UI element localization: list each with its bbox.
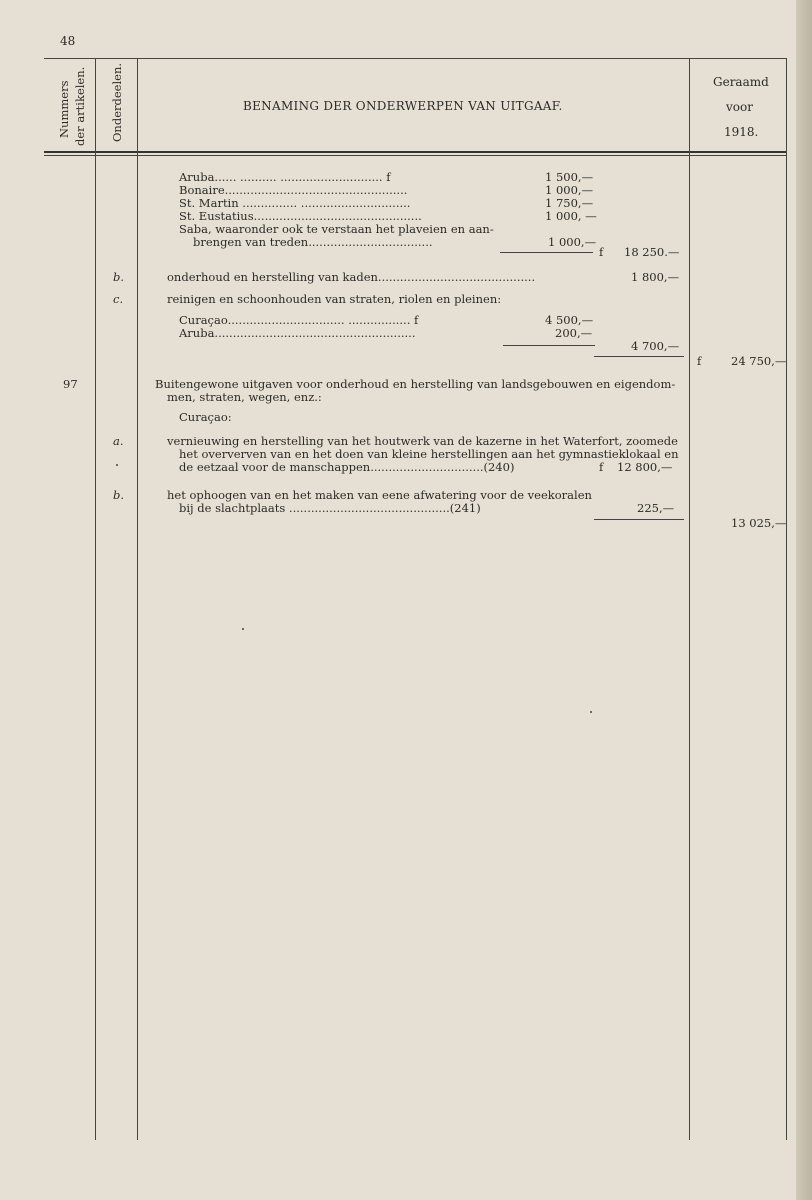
col-divider-1 [95,58,96,1140]
article-97-text-2: men, straten, wegen, enz.: [167,390,322,404]
total-2: 13 025,— [731,516,787,530]
page-number: 48 [60,34,76,48]
amount-st-eustatius: 1 000, — [545,209,597,223]
subtotal-1-currency: f [599,245,604,259]
amount-aruba: 1 500,— [545,170,594,184]
line-aruba-2: Aruba....................................................... [179,326,416,340]
line-st-martin: St. Martin ............... .............................. [179,196,411,210]
col-divider-4 [786,58,787,1140]
total-rule-1 [594,356,684,357]
line-kaden: onderhoud en herstelling van kaden........................................... [167,270,536,284]
header-onderdeelen: Onderdeelen. [110,62,124,142]
line-b2-1: het ophoogen van en het maken van eene afwatering voor de veekoralen [167,488,592,502]
line-aruba: Aruba...... .......... ............................ f [179,170,391,184]
amount-curacao: 4 500,— [545,313,594,327]
col-divider-2 [137,58,138,1140]
header-artikelen: der artikelen. [73,66,87,146]
amount-bonaire: 1 000,— [545,183,594,197]
article-97-text-1: Buitengewone uitgaven voor onderhoud en herstelling van landsgebouwen en eigendom- [155,377,676,391]
line-saba-2: brengen van treden.................................. [193,235,433,249]
heading-curacao: Curaçao: [179,410,232,424]
total-1: 24 750,— [731,354,787,368]
amount-b2: 225,— [637,501,675,515]
line-straten: reinigen en schoonhouden van straten, riolen en pleinen: [167,292,502,306]
total-1-currency: f [697,354,702,368]
header-geraamd: Geraamd [713,75,769,89]
header-nummers: Nummers [57,80,71,138]
amount-st-martin: 1 750,— [545,196,594,210]
line-b2-2: bij de slachtplaats ............................................(241) [179,501,481,515]
line-a-1: vernieuwing en herstelling van het houtwerk van de kazerne in het Waterfort, zoomede [167,434,678,448]
subtotal-rule-2 [503,345,595,346]
amount-a: 12 800,— [617,460,673,474]
total-rule-2 [594,519,684,520]
subtotal-1: 18 250.— [624,245,680,259]
line-st-eustatius: St. Eustatius.............................................. [179,209,422,223]
header-bottom-rule-thin [44,155,786,156]
label-b-2: b. [113,488,125,502]
subtotal-rule-1 [500,252,593,253]
label-a: a. [113,434,124,448]
article-number-97: 97 [63,377,78,391]
print-speck [590,711,592,713]
line-saba-1: Saba, waaronder ook te verstaan het plaveien en aan- [179,222,494,236]
header-voor: voor [726,100,753,114]
header-benaming: BENAMING DER ONDERWERPEN VAN UITGAAF. [243,99,563,113]
header-year: 1918. [724,125,759,139]
print-speck [116,464,118,466]
line-a-2: het oververven van en het doen van kleine herstellingen aan het gymnastieklokaal en [179,447,679,461]
amount-kaden: 1 800,— [631,270,680,284]
amount-aruba-2: 200,— [555,326,593,340]
line-curacao: Curaçao................................ ................. f [179,313,419,327]
subtotal-2: 4 700,— [631,339,680,353]
header-top-rule [44,58,786,59]
amount-a-currency: f [599,460,604,474]
label-c: c. [113,292,124,306]
print-speck [242,628,244,630]
header-bottom-rule [44,151,786,153]
col-divider-3 [689,58,690,1140]
label-b: b. [113,270,125,284]
amount-saba: 1 000,— [548,235,597,249]
line-bonaire: Bonaire.................................................. [179,183,408,197]
page-edge [796,0,812,1200]
line-a-3: de eetzaal voor de manschappen...............................(240) [179,460,515,474]
